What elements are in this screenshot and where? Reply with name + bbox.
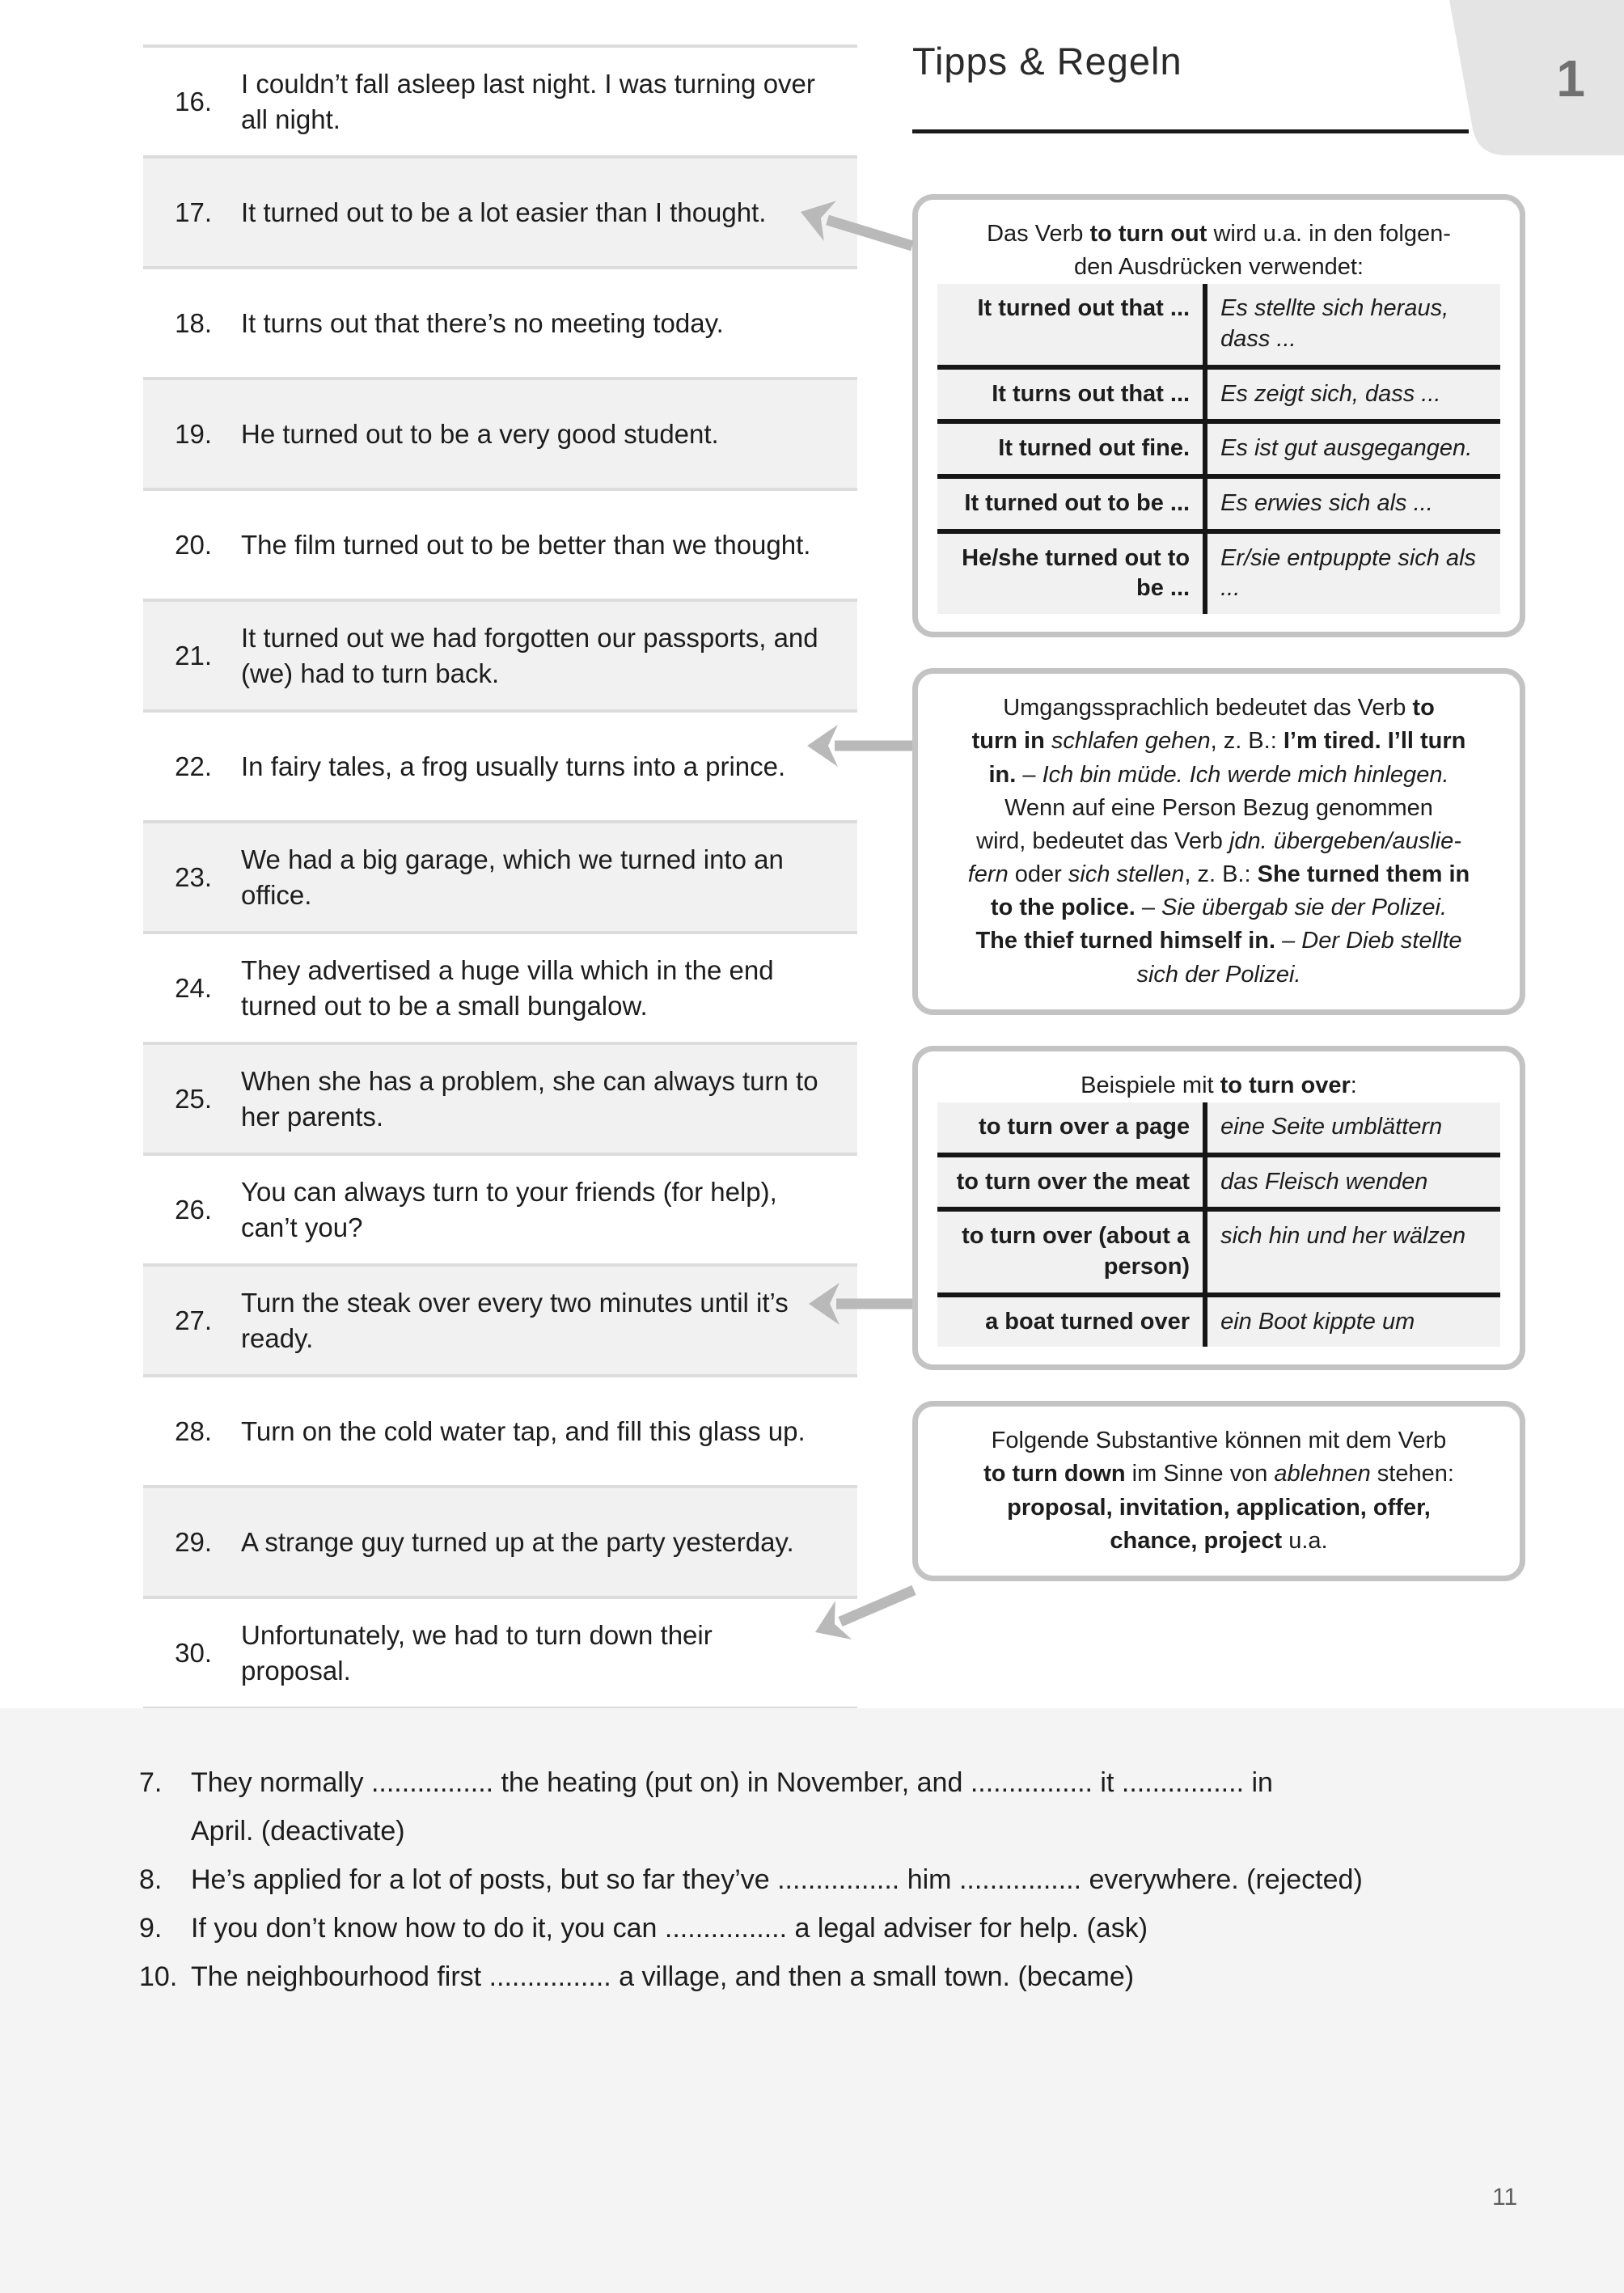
list-item: [143, 155, 857, 266]
sentence-number: 28.: [175, 1415, 212, 1446]
sentence-number: 26.: [175, 1194, 212, 1225]
sentence-text: We had a big garage, which we turned into an office.: [241, 844, 784, 910]
info-box-turn-down: [912, 1401, 1525, 1581]
table-cell-german: Es erwies sich als ...: [1207, 474, 1500, 529]
unit-number: 1: [1556, 49, 1585, 108]
rules-boxes: [912, 194, 1525, 1581]
list-item: [143, 1153, 857, 1263]
sentence-list: [143, 44, 857, 1710]
sentence-number: 23.: [175, 861, 212, 892]
table-row: [937, 1207, 1500, 1292]
list-item: [143, 1596, 857, 1707]
sentence-number: 17.: [175, 197, 212, 227]
list-item: [143, 377, 857, 488]
table-cell-german: das Fleisch wenden: [1207, 1153, 1500, 1208]
list-item: [143, 820, 857, 931]
table-cell-english: to turn over the meat: [937, 1153, 1207, 1208]
rules-header: [912, 39, 1527, 83]
exercise-section: [0, 1708, 1624, 2293]
page-number: 11: [1492, 2184, 1518, 2211]
list-item: [143, 1485, 857, 1596]
sentence-text: He turned out to be a very good student.: [241, 418, 719, 449]
sentence-number: 30.: [175, 1637, 212, 1668]
exercise-item: [139, 1855, 1511, 1904]
info-box-turn-out: [912, 194, 1525, 637]
table-cell-english: a boat turned over: [937, 1292, 1207, 1347]
sentence-number: 29.: [175, 1526, 212, 1557]
sentence-number: 25.: [175, 1083, 212, 1114]
table-row: [937, 1102, 1500, 1153]
exercise-text: They normally ................ the heating (put on) in November, and ................ it ................ in April. (deactivate): [191, 1767, 1273, 1847]
sentence-text: It turns out that there’s no meeting today.: [241, 307, 724, 338]
sentence-text: A strange guy turned up at the party yesterday.: [241, 1526, 794, 1557]
list-item: [143, 709, 857, 820]
sentence-text: Unfortunately, we had to turn down their proposal.: [241, 1619, 713, 1686]
table-cell-german: Es stellte sich heraus, dass ...: [1207, 284, 1500, 364]
sentence-text: You can always turn to your friends (for help), can’t you?: [241, 1176, 777, 1242]
exercise-number: 7.: [139, 1767, 163, 1798]
exercise-text: He’s applied for a lot of posts, but so far they’ve ................ him ................ everywhere. (rejected): [191, 1864, 1363, 1895]
sentence-number: 21.: [175, 640, 212, 671]
exercise-number: 8.: [139, 1864, 163, 1895]
exercise-item: [139, 1904, 1511, 1952]
sentence-text: Turn the steak over every two minutes until it’s ready.: [241, 1287, 789, 1353]
sentence-number: 22.: [175, 751, 212, 781]
table-cell-english: to turn over (about a person): [937, 1207, 1207, 1292]
list-item: [143, 931, 857, 1042]
sentence-text: It turned out to be a lot easier than I thought.: [241, 197, 767, 227]
turn-over-table: [937, 1102, 1500, 1347]
turn-out-table: [937, 284, 1500, 614]
table-cell-german: sich hin und her wälzen: [1207, 1207, 1500, 1292]
table-row: [937, 474, 1500, 529]
info-box-turn-in: [912, 668, 1525, 1015]
sentence-text: It turned out we had forgotten our passports, and (we) had to turn back.: [241, 622, 818, 688]
table-cell-english: to turn over a page: [937, 1102, 1207, 1153]
table-cell-german: Es zeigt sich, dass ...: [1207, 365, 1500, 420]
box-intro: Beispiele mit to turn over:: [1081, 1072, 1357, 1098]
list-item: [143, 599, 857, 709]
list-item: [143, 1042, 857, 1153]
sentence-number: 19.: [175, 418, 212, 449]
sentence-text: The film turned out to be better than we thought.: [241, 529, 811, 560]
sentence-number: 27.: [175, 1305, 212, 1335]
table-cell-english: It turned out fine.: [937, 419, 1207, 474]
list-item: [143, 488, 857, 599]
box-text: Umgangssprachlich bedeutet das Verb to turn in schlafen gehen, z. B.: I’m tired. I’ll turn in. – Ich bin müde. Ich werde mich hinlegen. Wenn auf eine Person Bezug genommen wird, bedeutet das Verb jdn. übergeben/auslie- fern oder sich stellen, z. B.: She turned them in to the police. – Sie übergab sie der Polizei. The thief turned himself in. – Der Dieb stellte sich der Polizei.: [967, 695, 1470, 988]
exercise-number: 9.: [139, 1913, 163, 1944]
sentence-text: When she has a problem, she can always turn to her parents.: [241, 1065, 818, 1132]
box-text: Folgende Substantive können mit dem Verb to turn down im Sinne von ablehnen stehen: proposal, invitation, application, offer, chance, project u.a.: [983, 1428, 1454, 1554]
table-cell-german: eine Seite umblättern: [1207, 1102, 1500, 1153]
sentence-text: In fairy tales, a frog usually turns into a prince.: [241, 751, 786, 781]
table-row: [937, 365, 1500, 420]
table-cell-english: It turns out that ...: [937, 365, 1207, 420]
table-cell-english: It turned out that ...: [937, 284, 1207, 364]
sentence-text: Turn on the cold water tap, and fill this glass up.: [241, 1415, 806, 1446]
sentence-number: 24.: [175, 972, 212, 1003]
list-item: [143, 1374, 857, 1485]
table-row: [937, 1153, 1500, 1208]
list-item: [143, 266, 857, 377]
table-cell-german: ein Boot kippte um: [1207, 1292, 1500, 1347]
table-cell-german: Es ist gut ausgegangen.: [1207, 419, 1500, 474]
page-title: Tipps & Regeln: [912, 40, 1182, 82]
table-cell-english: He/she turned out to be ...: [937, 529, 1207, 614]
exercise-item: [139, 1758, 1511, 1855]
box-intro: Das Verb to turn out wird u.a. in den folgen- den Ausdrücken verwendet:: [987, 221, 1451, 281]
exercise-text: If you don’t know how to do it, you can ................ a legal adviser for help. (ask): [191, 1913, 1148, 1944]
exercise-text: The neighbourhood first ................ a village, and then a small town. (became): [191, 1961, 1135, 1992]
sentence-number: 16.: [175, 86, 212, 116]
header-underline: [912, 129, 1469, 133]
table-row: [937, 419, 1500, 474]
list-item: [143, 44, 857, 155]
sentence-number: 18.: [175, 307, 212, 338]
sentence-number: 20.: [175, 529, 212, 560]
exercise-number: 10.: [139, 1961, 178, 1992]
sentence-text: I couldn’t fall asleep last night. I was turning over all night.: [241, 68, 815, 134]
info-box-turn-over: [912, 1046, 1525, 1371]
table-cell-english: It turned out to be ...: [937, 474, 1207, 529]
table-row: [937, 1292, 1500, 1347]
table-row: [937, 529, 1500, 614]
table-row: [937, 284, 1500, 364]
list-item: [143, 1263, 857, 1374]
table-cell-german: Er/sie entpuppte sich als ...: [1207, 529, 1500, 614]
sentence-text: They advertised a huge villa which in the end turned out to be a small bungalow.: [241, 954, 774, 1021]
exercise-item: [139, 1952, 1511, 2001]
